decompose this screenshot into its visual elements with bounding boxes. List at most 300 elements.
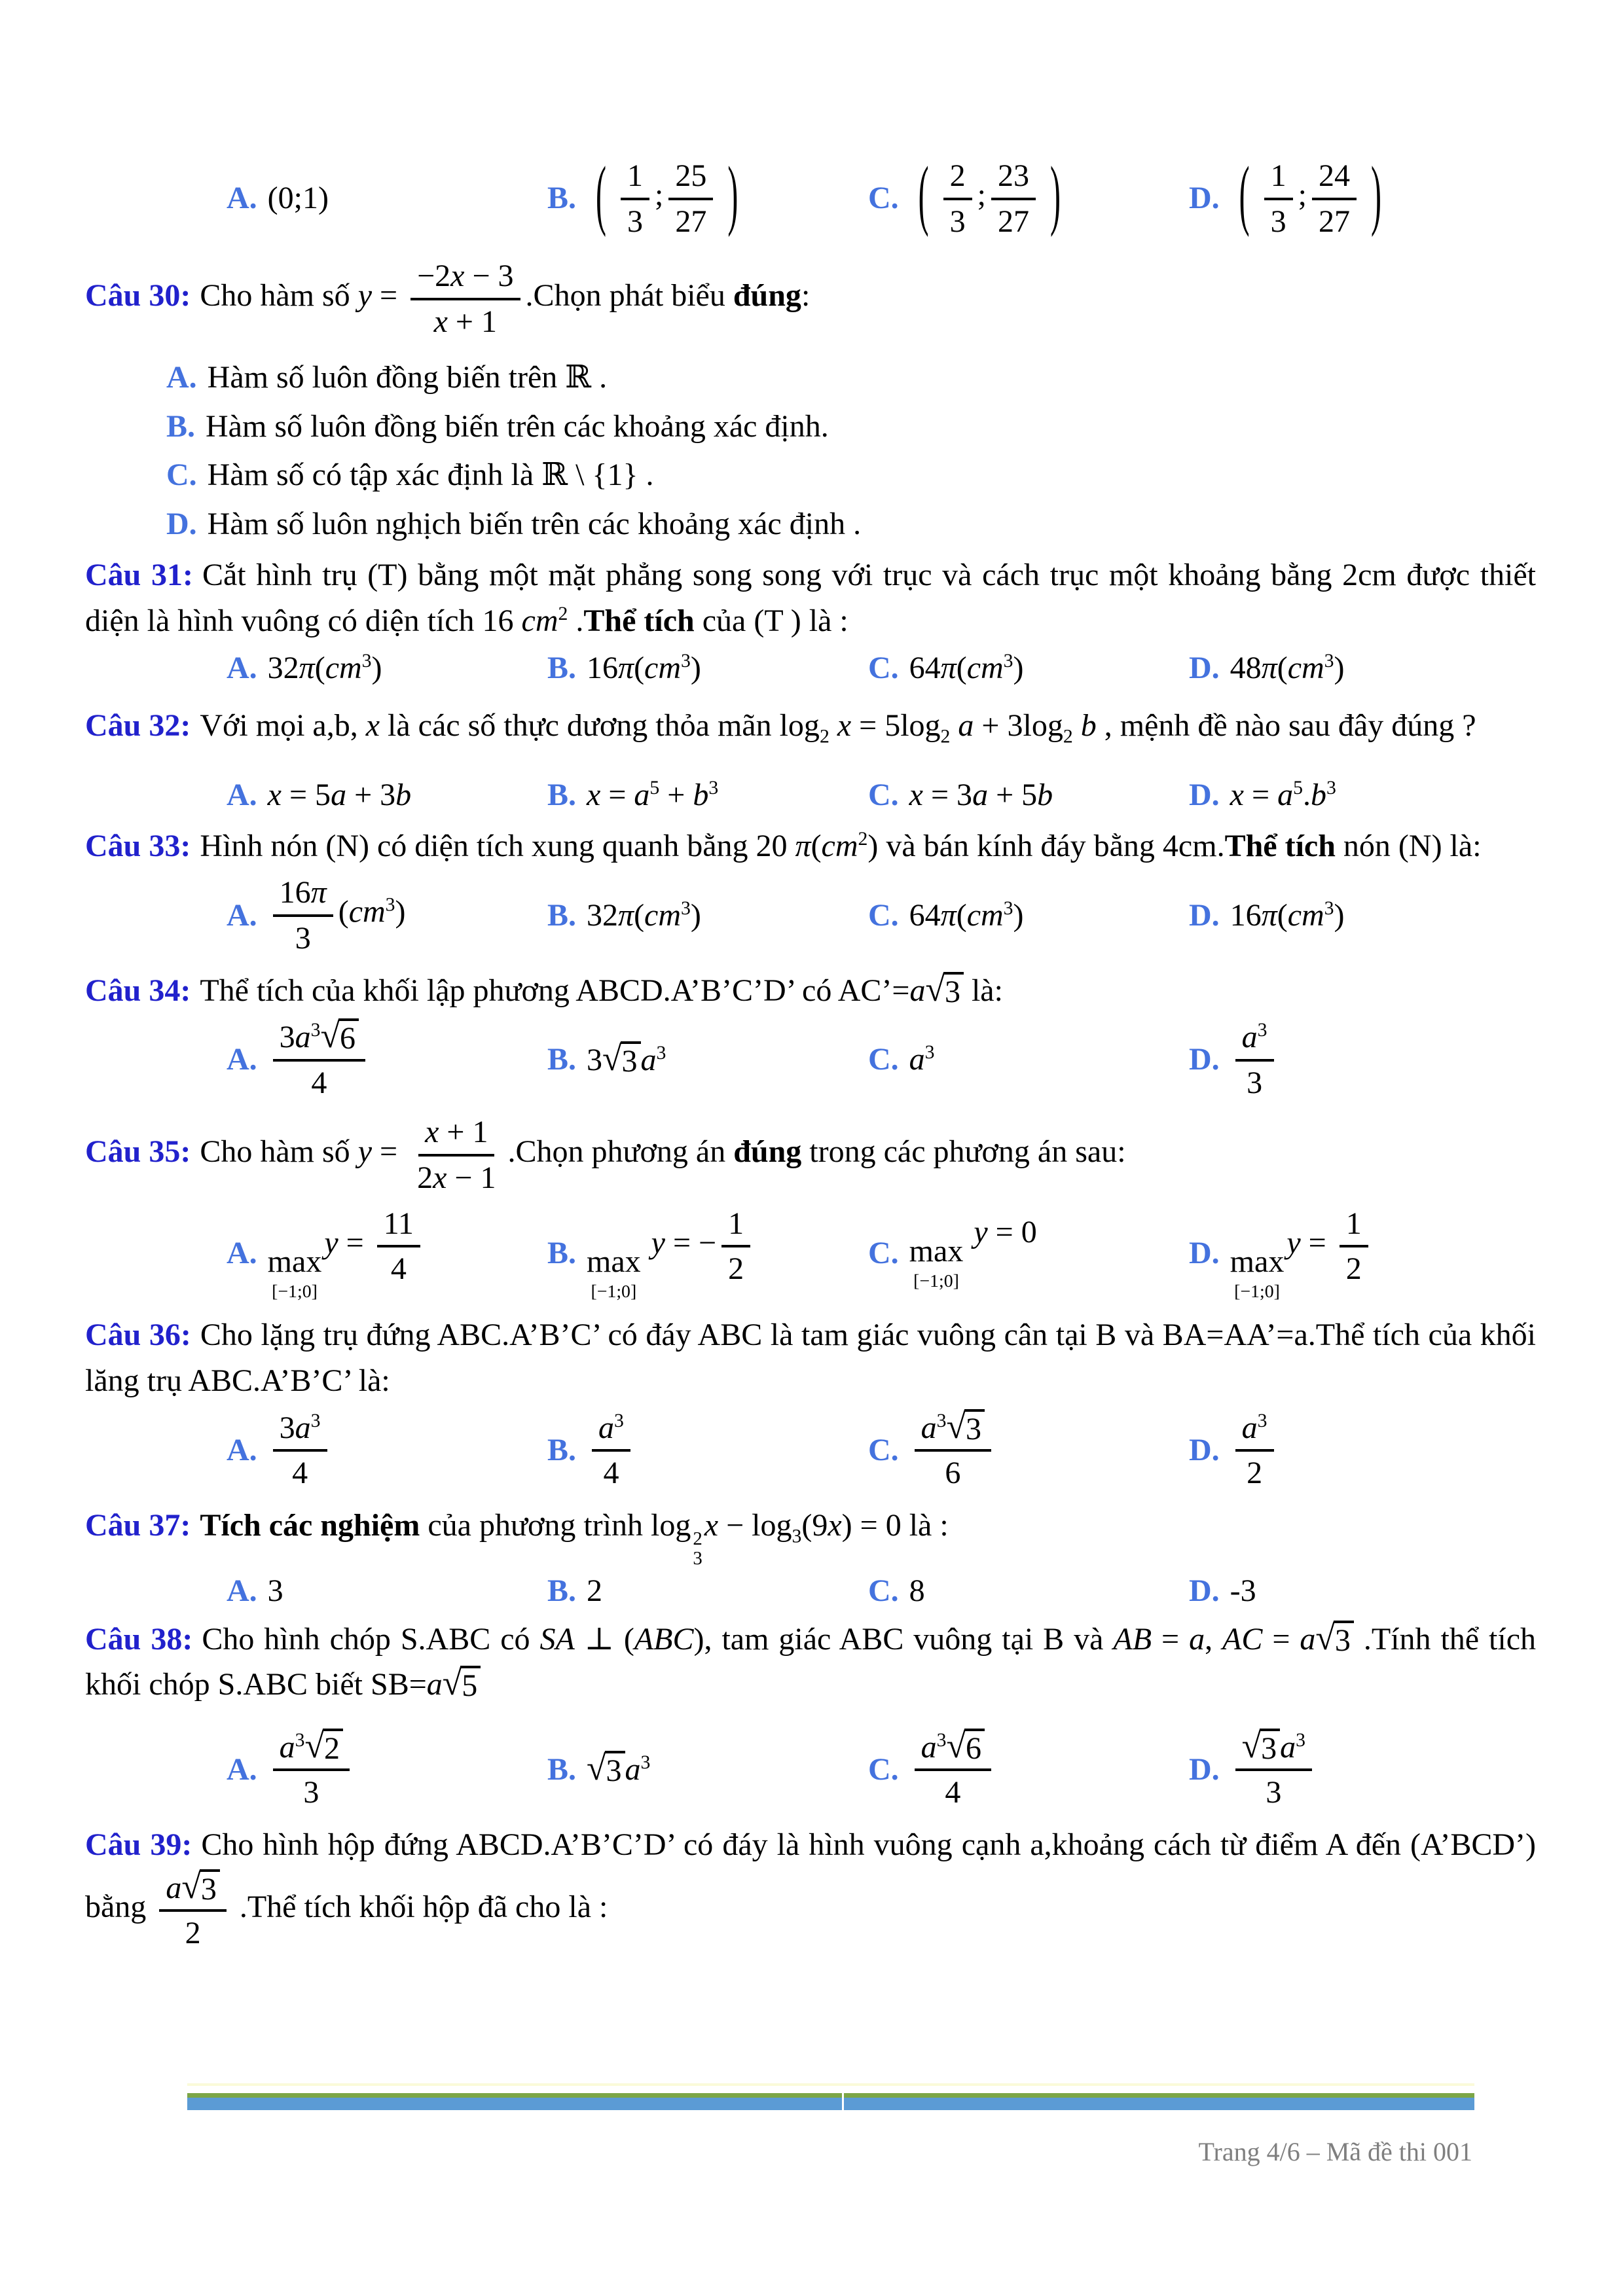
m-var: ABC: [634, 1621, 694, 1657]
option-formula: [909, 151, 1070, 240]
option-letter: A.: [227, 777, 257, 812]
m-text: Cho lặng trụ đứng ABC.A’B’C’ có đáy ABC là tam giác vuông cân tại B và BA=AA’=a.Thể tích của khối lăng trụ ABC.A’B’C’ là:: [85, 1318, 1537, 1399]
question-32-label: Câu 32:: [85, 708, 191, 744]
m-text: 3: [1266, 1775, 1282, 1810]
m-frac: [1264, 156, 1293, 240]
question-35-options-row: [85, 1204, 1536, 1302]
option-36-a: [227, 1408, 547, 1492]
m-text: + 3log: [974, 708, 1063, 744]
question-30-label: Câu 30:: [85, 278, 191, 313]
option-value: [587, 1573, 602, 1609]
option-letter: C.: [868, 1235, 899, 1270]
option-36-c: [868, 1408, 1189, 1492]
option-formula: [268, 1017, 371, 1102]
question-32-body: [200, 708, 1476, 747]
m-bold: đúng: [733, 278, 801, 313]
m-sup: 3: [1324, 897, 1334, 919]
m-text: + 5: [988, 777, 1038, 812]
m-text: (0;1): [267, 181, 329, 216]
m-var: b: [395, 777, 412, 812]
m-num: [377, 1204, 420, 1248]
m-sup: 3: [708, 776, 719, 798]
question-30-text: [85, 256, 1536, 340]
m-frac: [159, 1868, 227, 1952]
question-33-label: Câu 33:: [85, 828, 191, 863]
option-letter: B.: [166, 408, 196, 444]
m-den: [304, 1062, 333, 1102]
question-30-options: [85, 357, 1536, 545]
option-34-a: [227, 1017, 547, 1102]
m-sup: 3: [640, 1751, 651, 1774]
m-frac: [377, 1204, 420, 1288]
m-den: [428, 300, 503, 341]
m-var: cm: [521, 603, 558, 638]
m-text: 3: [1261, 1731, 1277, 1766]
m-text: 2: [324, 1731, 340, 1766]
m-text: −2: [417, 259, 451, 294]
m-text: 4: [390, 1251, 407, 1287]
m-var: x: [365, 708, 380, 744]
m-radical-sign: √: [946, 1725, 966, 1765]
m-under-main: [909, 1234, 964, 1269]
question-33-options-row: [85, 872, 1536, 957]
m-num: [1235, 1408, 1274, 1452]
m-sqrt: [304, 1725, 344, 1766]
m-var: a: [1300, 1621, 1316, 1657]
m-num: [943, 156, 972, 200]
m-num: [915, 1408, 991, 1452]
option-letter: B.: [547, 1751, 577, 1787]
m-text: 1: [627, 158, 643, 193]
m-frac: [592, 1408, 630, 1492]
m-var: a: [166, 1870, 182, 1905]
option-33-b: [547, 897, 868, 933]
m-text: ) = 0 là :: [841, 1507, 949, 1543]
m-under: [909, 1234, 964, 1291]
m-den: [1312, 200, 1357, 241]
question-36-text: [85, 1312, 1536, 1403]
m-text: ;: [1298, 177, 1307, 213]
m-text: =: [338, 1225, 372, 1261]
m-text: 16: [1230, 897, 1262, 933]
m-var: a: [1241, 1020, 1258, 1055]
m-var: cm: [966, 897, 1004, 933]
m-text: − log: [718, 1507, 792, 1543]
m-var: y: [966, 1214, 988, 1249]
m-var: x: [829, 708, 852, 744]
option-letter: B.: [547, 181, 577, 216]
m-var: a: [1277, 777, 1294, 812]
option-text: [208, 357, 607, 398]
option-29-a: [227, 180, 547, 216]
m-var: π: [1261, 897, 1277, 933]
m-text: ): [1334, 897, 1345, 933]
m-bold: Thể tích: [583, 603, 695, 638]
m-text: =: [1300, 1225, 1334, 1261]
m-text: 64: [909, 651, 941, 686]
m-var: cm: [325, 651, 362, 686]
m-var: y: [1286, 1225, 1301, 1261]
m-text: 3: [279, 1410, 295, 1445]
m-text: Cho hàm số: [200, 1134, 358, 1170]
m-sup: 3: [295, 1729, 305, 1751]
option-formula: [268, 1727, 355, 1812]
m-var: a: [909, 1042, 925, 1077]
m-var: π: [618, 651, 634, 686]
m-text: ): [371, 651, 382, 686]
option-letter: D.: [1189, 651, 1220, 686]
m-var: a: [1189, 1621, 1205, 1657]
footer-rule-green-line: [187, 2093, 1474, 2098]
m-var: a: [634, 777, 650, 812]
m-supsub-bottom: 3: [693, 1548, 702, 1570]
m-frac: [943, 156, 972, 240]
m-var: b: [1310, 777, 1326, 812]
m-frac: [273, 1408, 327, 1492]
m-radical-sign: √: [320, 1016, 340, 1056]
m-num: [621, 156, 649, 200]
m-text: 32: [587, 897, 619, 933]
m-num: [991, 156, 1036, 200]
m-text: 1: [728, 1206, 744, 1241]
m-var: AC: [1222, 1621, 1263, 1657]
m-text: 3: [627, 204, 643, 239]
option-text: [206, 406, 829, 447]
option-formula: [268, 1408, 333, 1492]
m-num: [1235, 1727, 1312, 1772]
m-radical-sign: √: [181, 1866, 201, 1906]
m-sup: 2: [558, 602, 568, 624]
option-letter: A.: [227, 651, 257, 686]
footer-rule-blue-bar: [187, 2098, 1474, 2110]
m-sup: 3: [1324, 650, 1334, 672]
m-paren: ): [727, 151, 739, 238]
question-36-label: Câu 36:: [85, 1318, 191, 1353]
m-text: , mệnh đề nào sau đây đúng ?: [1096, 708, 1476, 744]
m-paren: ): [1371, 151, 1381, 238]
m-text: = 3: [922, 777, 973, 812]
m-text: 3: [279, 1020, 295, 1055]
option-letter: A.: [227, 1432, 257, 1467]
option-formula: [587, 151, 747, 240]
m-frac: [721, 1204, 750, 1288]
m-var: AB: [1113, 1621, 1152, 1657]
m-var: a: [972, 777, 989, 812]
option-29-b: [547, 151, 868, 240]
m-frac: [273, 1017, 365, 1102]
m-text: ) và bán kính đáy bằng 4cm.: [867, 828, 1225, 863]
option-32-b: [547, 777, 868, 813]
m-paren: ): [1050, 151, 1061, 238]
m-under: [1230, 1245, 1285, 1302]
m-den: [721, 1247, 750, 1288]
m-text: nón (N) là:: [1335, 828, 1482, 863]
option-34-c: [868, 1041, 1189, 1077]
m-text: Hàm số luôn đồng biến trên các khoảng xác định.: [206, 408, 829, 444]
m-den: [289, 917, 318, 958]
m-frac: [1235, 1727, 1312, 1812]
question-36-options-row: [85, 1408, 1536, 1492]
m-sqrt: [1241, 1725, 1281, 1766]
option-38-a: [227, 1727, 547, 1812]
m-var: x: [587, 777, 601, 812]
m-num: [273, 1727, 350, 1772]
question-35-label: Câu 35:: [85, 1134, 191, 1170]
option-formula: [909, 777, 1053, 813]
m-text: (: [314, 651, 325, 686]
question-31-text: [85, 552, 1536, 643]
m-var: cm: [1287, 897, 1324, 933]
m-var: SA: [539, 1621, 575, 1657]
question-37-options-row: [85, 1573, 1536, 1609]
option-letter: D.: [166, 506, 197, 541]
m-sup: 3: [1257, 1019, 1267, 1041]
question-32-text: [85, 703, 1536, 751]
m-den: [297, 1771, 325, 1812]
option-formula: [1230, 777, 1336, 813]
m-sup: 3: [1296, 1729, 1306, 1751]
option-letter: D.: [1189, 1432, 1220, 1467]
question-36-body: [85, 1318, 1536, 1398]
page-content: [85, 0, 1536, 1952]
m-text: (: [1277, 651, 1288, 686]
option-formula: [909, 1408, 996, 1492]
m-frac: [915, 1408, 991, 1492]
m-radicand: [323, 1729, 343, 1765]
m-text: .Thể tích khối hộp đã cho là :: [231, 1890, 608, 1925]
m-text: 2: [1247, 1456, 1263, 1491]
option-formula: [587, 897, 701, 933]
m-den: [596, 1452, 625, 1492]
m-var: π: [310, 875, 327, 910]
m-sub: 2: [819, 725, 830, 747]
m-sub: 3: [792, 1525, 802, 1547]
option-31-b: [547, 650, 868, 686]
m-text: Với mọi a,b,: [200, 708, 366, 744]
m-frac: [621, 156, 649, 240]
question-31-label: Câu 31:: [85, 557, 193, 592]
m-var: cm: [348, 895, 386, 930]
m-text: 27: [998, 204, 1029, 239]
question-39-body: [85, 1827, 1537, 1951]
m-sqrt: [925, 969, 964, 1009]
option-30-d: [166, 504, 1536, 545]
m-supsub-top: 2: [693, 1528, 702, 1550]
option-letter: D.: [1189, 1235, 1220, 1270]
m-under-main: [1230, 1245, 1285, 1280]
m-text: 4: [603, 1456, 619, 1491]
m-text: Cho hình chóp S.ABC có: [202, 1621, 540, 1657]
option-letter: B.: [547, 651, 577, 686]
question-29-options-row: [85, 151, 1536, 240]
m-sup: 3: [385, 894, 395, 916]
m-frac: [1235, 1408, 1274, 1492]
m-sup: 3: [614, 1409, 624, 1431]
m-text: (: [956, 897, 967, 933]
m-frac: [991, 156, 1036, 240]
m-text: ): [395, 895, 406, 930]
option-text: [208, 504, 861, 545]
m-sqrt: [1315, 1617, 1354, 1658]
m-text: ), tam giác ABC vuông tại B và: [693, 1621, 1114, 1657]
m-text: 27: [1319, 204, 1350, 239]
m-radicand: [338, 1018, 359, 1055]
option-33-d: [1189, 897, 1536, 933]
m-den: [991, 200, 1036, 241]
m-num: [668, 156, 713, 200]
m-var: a: [1280, 1729, 1296, 1765]
m-frac: [1340, 1204, 1368, 1288]
question-33-text: [85, 823, 1536, 869]
m-var: x: [909, 777, 923, 812]
option-formula: [1230, 897, 1345, 933]
option-letter: B.: [547, 777, 577, 812]
m-text: 1: [1270, 158, 1286, 193]
option-letter: D.: [1189, 1751, 1220, 1787]
m-sqrt: [181, 1866, 220, 1907]
m-sup: 3: [1326, 776, 1336, 798]
m-var: y: [357, 1134, 372, 1170]
m-radicand: [1260, 1729, 1280, 1765]
option-letter: B.: [547, 1042, 577, 1077]
m-var: x: [267, 777, 282, 812]
m-var: b: [1037, 777, 1053, 812]
m-den: [1259, 1771, 1288, 1812]
m-var: a: [640, 1042, 657, 1077]
m-sup: 3: [936, 1409, 947, 1431]
m-text: Hình nón (N) có diện tích xung quanh bằng 20: [200, 828, 795, 863]
m-text: [−1;0]: [272, 1281, 318, 1302]
option-formula: [909, 897, 1024, 933]
option-letter: D.: [1189, 777, 1220, 812]
option-letter: C.: [868, 1751, 899, 1787]
m-text: 6: [340, 1021, 356, 1056]
m-radicand: [200, 1869, 220, 1906]
m-text: 3: [200, 1871, 217, 1907]
option-letter: D.: [1189, 1042, 1220, 1077]
m-text: Hàm số luôn đồng biến trên ℝ .: [207, 360, 608, 395]
m-sup: 3: [936, 1729, 947, 1751]
m-text: = 5log: [851, 708, 941, 744]
m-sqrt: [946, 1725, 985, 1766]
m-text: .: [568, 603, 584, 638]
question-34-text: [85, 968, 1536, 1014]
m-num: [1312, 156, 1357, 200]
question-37-text: [85, 1503, 1536, 1569]
m-den: [285, 1452, 314, 1492]
option-31-c: [868, 650, 1189, 686]
m-text: 3: [303, 1775, 319, 1810]
question-34-label: Câu 34:: [85, 973, 191, 1008]
m-den: [1340, 1247, 1368, 1288]
m-var: a: [279, 1729, 295, 1765]
option-36-b: [547, 1408, 868, 1492]
m-var: a: [950, 708, 974, 744]
m-text: =: [600, 777, 634, 812]
m-sup: 3: [681, 897, 691, 919]
m-text: 11: [383, 1206, 414, 1241]
m-sub: 2: [940, 725, 951, 747]
m-var: cm: [966, 651, 1004, 686]
option-32-d: [1189, 777, 1536, 813]
m-radical-sign: √: [442, 1663, 462, 1703]
option-letter: B.: [547, 1432, 577, 1467]
m-num: [915, 1727, 991, 1772]
m-den: [938, 1452, 967, 1492]
option-formula: [268, 872, 406, 957]
option-35-c: [868, 1214, 1189, 1291]
m-num: [418, 1112, 494, 1157]
m-text: -3: [1230, 1573, 1256, 1608]
m-text: ): [1013, 651, 1024, 686]
option-37-b: [547, 1573, 868, 1609]
m-text: :: [801, 278, 811, 313]
m-frac: [410, 1112, 502, 1196]
m-text: 5: [462, 1668, 478, 1704]
m-radical-sign: √: [1315, 1617, 1335, 1657]
m-sup: 5: [1293, 776, 1303, 798]
question-35-text: [85, 1112, 1536, 1196]
m-text: Cắt hình trụ (T) bằng một mặt phẳng song song với trục và cách trục một khoảng bằng 2cm được thiết diện là hình vuông có diện tích 16: [85, 557, 1537, 638]
question-35-body: [200, 1115, 1126, 1196]
m-text: 2: [185, 1916, 201, 1951]
m-radical-sign: √: [304, 1725, 325, 1765]
option-formula: [587, 1204, 756, 1302]
m-text: ): [690, 897, 701, 933]
option-formula: [1230, 1408, 1279, 1492]
m-text: + 3: [346, 777, 396, 812]
m-num: [1264, 156, 1293, 200]
m-under: [268, 1245, 322, 1302]
m-bold: Tích các nghiệm: [200, 1507, 420, 1543]
option-formula: [268, 1204, 426, 1302]
m-den: [621, 200, 649, 241]
m-text: 8: [909, 1573, 925, 1608]
option-letter: B.: [547, 1573, 577, 1608]
m-text: + 1: [439, 1115, 488, 1150]
question-33-body: [200, 829, 1481, 863]
m-den: [1240, 1062, 1269, 1102]
m-radicand: [1334, 1621, 1354, 1657]
m-var: x: [704, 1507, 719, 1543]
option-formula: [587, 1408, 636, 1492]
m-den: [384, 1247, 413, 1288]
m-text: log: [779, 708, 820, 744]
m-text: +: [659, 777, 693, 812]
option-formula: [1230, 1727, 1317, 1812]
m-var: a: [331, 777, 347, 812]
m-var: a: [625, 1752, 641, 1787]
m-sup: 3: [1003, 897, 1013, 919]
m-text: Cho hàm số: [200, 278, 358, 313]
option-letter: A.: [227, 1573, 257, 1608]
m-text: 3: [949, 204, 966, 239]
m-var: b: [693, 777, 709, 812]
m-text: (9: [801, 1507, 828, 1543]
question-30-body: [200, 259, 811, 339]
option-formula: [268, 650, 382, 686]
option-formula: [909, 1727, 996, 1812]
m-den: [1240, 1452, 1269, 1492]
m-radical-sign: √: [587, 1748, 606, 1788]
m-sub: 2: [1063, 725, 1073, 747]
question-31-options-row: [85, 650, 1536, 686]
m-text: 48: [1230, 651, 1262, 686]
m-radicand: [964, 1729, 985, 1765]
page-number-label: Trang 4/6 – Mã đề thi 001: [1198, 2137, 1472, 2166]
m-frac: [1235, 1017, 1274, 1102]
option-letter: C.: [868, 777, 899, 812]
